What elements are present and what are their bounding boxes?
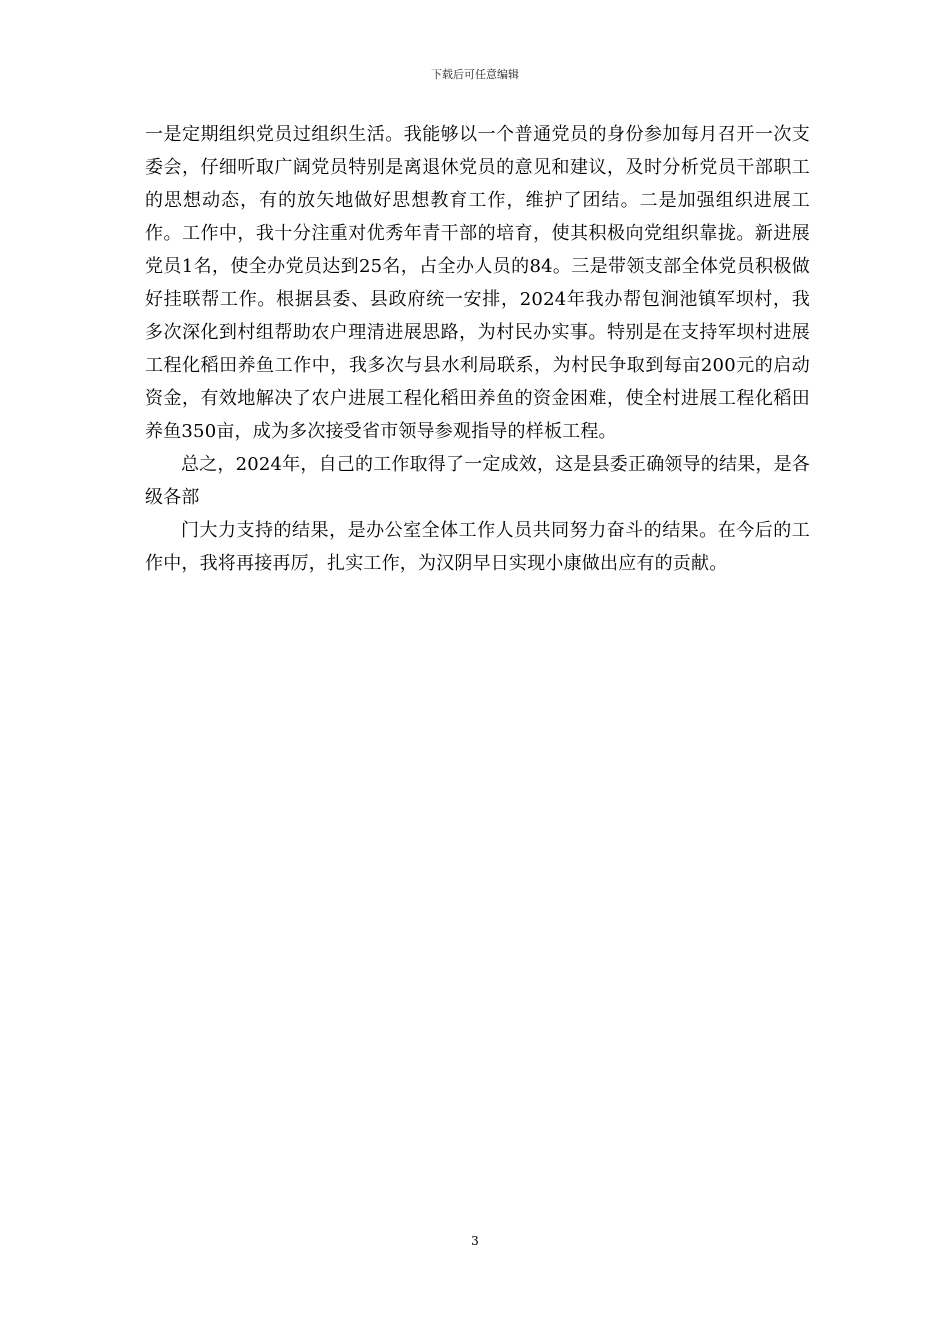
paragraph-summary: 总之，2024年，自己的工作取得了一定成效，这是县委正确领导的结果，是各级各部: [145, 454, 811, 508]
document-body: [145, 118, 810, 580]
page-header-note: 下载后可任意编辑: [431, 68, 519, 81]
paragraph-party-work: 一是定期组织党员过组织生活。我能够以一个普通党员的身份参加每月召开一次支委会，仔细听取广阔党员特别是离退休党员的意见和建议，及时分析党员干部职工的思想动态，有的放矢地做好思想教育工作，维护了团结。二是加强组织进展工作。工作中，我十分注重对优秀年青干部的培育，使其积极向党组织靠拢。新进展党员1名，使全办党员达到25名，占全办人员的84。三是带领支部全体党员积极做好挂联帮工作。根据县委、县政府统一安排，2024年我办帮包涧池镇军坝村，我多次深化到村组帮助农户理清进展思路，为村民办实事。特别是在支持军坝村进展工程化稻田养鱼工作中，我多次与县水利局联系，为村民争取到每亩200元的启动资金，有效地解决了农户进展工程化稻田养鱼的资金困难，使全村进展工程化稻田养鱼350亩，成为多次接受省市领导参观指导的样板工程。: [145, 124, 810, 442]
page-number: 3: [471, 1234, 479, 1248]
paragraph-conclusion: 门大力支持的结果，是办公室全体工作人员共同努力奋斗的结果。在今后的工作中，我将再接再厉，扎实工作，为汉阴早日实现小康做出应有的贡献。: [145, 520, 810, 574]
